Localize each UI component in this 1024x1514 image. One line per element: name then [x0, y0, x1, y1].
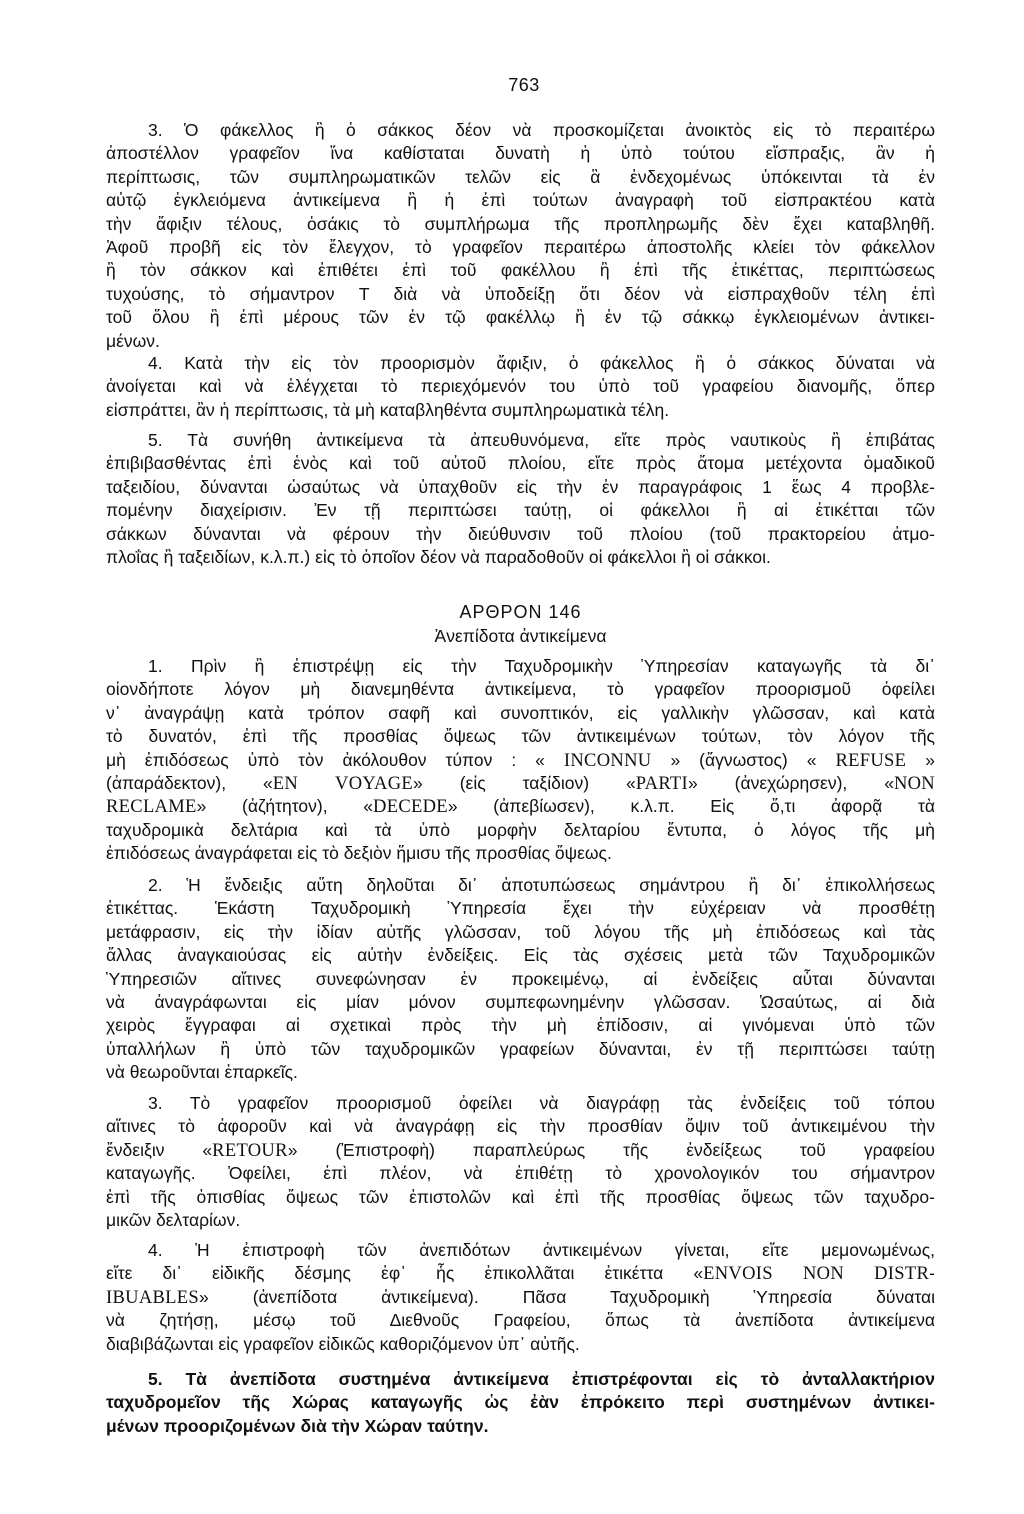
latin-term: RECLAME [106, 796, 197, 818]
text-line: μένων. [106, 330, 160, 351]
text-line: καταγωγῆς. Ὀφείλει, ἐπὶ πλέον, νὰ ἐπιθέτῃ τὸ χρονολογικόν του σήμαντρον [106, 1163, 935, 1184]
latin-term: EN [272, 773, 299, 795]
text-line: 1. Πρὶν ἢ ἐπιστρέψῃ εἰς τὴν Ταχυδρομικὴν Ὑπηρεσίαν καταγωγῆς τὰ δι᾽ [148, 656, 935, 676]
text-line: 3. Ὁ φάκελλος ἢ ὁ σάκκος δέον νὰ προσκομίζεται ἀνοικτὸς εἰς τὸ περαιτέρω [148, 120, 935, 140]
paragraph [106, 655, 935, 866]
text-line: 5. Τὰ συνήθη ἀντικείμενα τὰ ἀπευθυνόμενα, εἴτε πρὸς ναυτικοὺς ἢ ἐπιβάτας [148, 430, 935, 450]
text-line: Ὑπηρεσιῶν αἵτινες συνεφώνησαν ἐν προκειμένῳ, αἱ ἐνδείξεις αὗται δύνανται [106, 968, 935, 989]
paragraph [106, 119, 935, 353]
text-line: περίπτωσις, τῶν συμπληρωματικῶν τελῶν εἰς ἃ ἐνδεχομένως ὑπόκεινται τὰ ἐν [106, 166, 935, 187]
paragraph [106, 1239, 935, 1356]
text-line: ἐπὶ τῆς ὀπισθίας ὄψεως τῶν ἐπιστολῶν καὶ ἐπὶ τῆς προσθίας ὄψεως τῶν ταχυδρο- [106, 1186, 935, 1207]
paragraph [106, 1092, 935, 1232]
text-line: 5. Τὰ ἀνεπίδοτα συστημένα ἀντικείμενα ἐπιστρέφονται εἰς τὸ ἀνταλλακτήριον [148, 1369, 935, 1389]
text-line: χειρὸς ἔγγραφαι αἱ σχετικαὶ πρὸς τὴν μὴ ἐπίδοσιν, αἱ γινόμεναι ὑπὸ τῶν [106, 1015, 935, 1036]
text-line: νὰ θεωροῦνται ἐπαρκεῖς. [106, 1062, 298, 1083]
latin-term: REFUSE [835, 749, 907, 771]
latin-term: VOYAGE [335, 773, 414, 795]
text-line: ἐπιβιβασθέντας ἐπὶ ἑνὸς καὶ τοῦ αὐτοῦ πλοίου, εἴτε πρὸς ἄτομα μετέχοντα ὁμαδικοῦ [106, 453, 935, 474]
text-line: ταχυδρομικὰ δελτάρια καὶ τὰ ὑπὸ μορφὴν δελταρίου ἔντυπα, ὁ λόγος τῆς μὴ [106, 819, 935, 840]
article-subheading: Ἀνεπίδοτα ἀντικείμενα [434, 626, 607, 646]
text-line: τοῦ ὅλου ἢ ἐπὶ μέρους τῶν ἐν τῷ φακέλλῳ ἢ ἐν τῷ σάκκῳ ἐγκλειομένων ἀντικει- [106, 307, 935, 328]
latin-term: DECEDE [373, 796, 448, 818]
text-line: μὴ ἐπιδόσεως ὑπὸ τὸν ἀκόλουθον τύπον : « INCONNU » (ἄγνωστος) « REFUSE » [106, 749, 935, 771]
text-line: νὰ ζητήσῃ, μέσῳ τοῦ Διεθνοῦς Γραφείου, ὅπως τὰ ἀνεπίδοτα ἀντικείμενα [106, 1310, 935, 1331]
text-line: εἴτε δι᾽ εἰδικῆς δέσμης ἐφ᾽ ἧς ἐπικολλᾶται ἐτικέττα «ENVOIS NON DISTR- [106, 1263, 935, 1285]
text-line: ὑπαλλήλων ἢ ὑπὸ τῶν ταχυδρομικῶν γραφείων δύνανται, ἐν τῇ περιπτώσει ταύτῃ [106, 1038, 935, 1059]
text-line: πομένην διαχείρισιν. Ἐν τῇ περιπτώσει ταύτῃ, οἱ φάκελλοι ἢ αἱ ἐτικέτται τῶν [106, 500, 935, 521]
text-line: ἢ τὸν σάκκον καὶ ἐπιθέτει ἐπὶ τοῦ φακέλλου ἢ ἐπὶ τῆς ἐτικέττας, περιπτώσεως [106, 260, 935, 281]
text-line: τὴν ἄφιξιν τέλους, ὁσάκις τὸ συμπλήρωμα τῆς προπληρωμῆς δὲν ἔχει καταβληθῆ. [106, 213, 935, 234]
text-line: 3. Τὸ γραφεῖον προορισμοῦ ὀφείλει νὰ διαγράφῃ τὰς ἐνδείξεις τοῦ τόπου [148, 1093, 935, 1113]
page-number: 763 [508, 75, 540, 95]
latin-term: DISTR [874, 1263, 930, 1285]
text-line: τὸ δυνατόν, ἐπὶ τῆς προσθίας ὄψεως τῶν ἀντικειμένων τούτων, τὸν λόγον τῆς [106, 726, 935, 747]
text-line: τυχούσης, τὸ σήμαντρον T διὰ νὰ ὑποδείξῃ ὅτι δέον νὰ εἰσπραχθοῦν τέλη ἐπὶ [106, 283, 935, 304]
text-line: ταχυδρομεῖον τῆς Χώρας καταγωγῆς ὡς ἐὰν ἐπρόκειτο περὶ συστημένων ἀντικει- [106, 1392, 935, 1413]
text-line: εἰσπράττει, ἂν ἡ περίπτωσις, τὰ μὴ καταβληθέντα συμπληρωματικὰ τέλη. [106, 399, 670, 420]
paragraph [106, 352, 935, 422]
text-line: 4. Ἡ ἐπιστροφὴ τῶν ἀνεπιδότων ἀντικειμένων γίνεται, εἴτε μεμονωμένως, [148, 1240, 935, 1260]
text-line: μετάφρασιν, εἰς τὴν ἰδίαν αὐτῆς γλῶσσαν, τοῦ λόγου τῆς μὴ ἐπιδόσεως καὶ τὰς [106, 921, 935, 942]
text-line: RECLAME» (ἀζήτητον), «DECEDE» (ἀπεβίωσεν), κ.λ.π. Εἰς ὅ,τι ἀφορᾷ τὰ [106, 796, 936, 818]
text-line: ταξειδίου, δύνανται ὡσαύτως νὰ ὑπαχθοῦν εἰς τὴν ἐν παραγράφοις 1 ἕως 4 προβλε- [106, 476, 935, 497]
text-line: αὐτῷ ἐγκλειόμενα ἀντικείμενα ἢ ἡ ἐπὶ τούτων ἀναγραφὴ τοῦ εἰσπρακτέου κατὰ [106, 190, 935, 211]
text-line: IBUABLES» (ἀνεπίδοτα ἀντικείμενα). Πᾶσα Ταχυδρομικὴ Ὑπηρεσία δύναται [106, 1286, 935, 1308]
paragraph [106, 429, 935, 569]
paragraph [106, 1368, 935, 1438]
text-line: ἀνοίγεται καὶ νὰ ἐλέγχεται τὸ περιεχόμενόν του ὑπὸ τοῦ γραφείου διανομῆς, ὅπερ [106, 376, 935, 397]
text-line: ἄλλας ἀναγκαιούσας εἰς αὐτὴν ἐνδείξεις. Εἰς τὰς σχέσεις μετὰ τῶν Ταχυδρομικῶν [106, 945, 935, 966]
latin-term: RETOUR [212, 1139, 288, 1161]
latin-term: ENVOIS [703, 1263, 773, 1285]
latin-term: IBUABLES [106, 1286, 200, 1308]
text-line: οἱονδήποτε λόγον μὴ διανεμηθέντα ἀντικείμενα, τὸ γραφεῖον προορισμοῦ ὀφείλει [106, 679, 935, 700]
text-line: μένων προοριζομένων διὰ τὴν Χώραν ταύτην. [106, 1415, 489, 1436]
text-line: διαβιβάζωνται εἰς γραφεῖον εἰδικῶς καθοριζόμενον ὑπ᾽ αὐτῆς. [106, 1333, 580, 1354]
latin-term: PARTI [635, 773, 688, 795]
latin-term: NON [893, 773, 935, 795]
text-line: 2. Ἡ ἔνδειξις αὕτη δηλοῦται δι᾽ ἀποτυπώσεως σημάντρου ἢ δι᾽ ἐπικολλήσεως [148, 875, 935, 895]
text-line: ἐτικέττας. Ἑκάστη Ταχυδρομικὴ Ὑπηρεσία ἔχει τὴν εὐχέρειαν νὰ προσθέτῃ [106, 898, 935, 919]
text-line: ν᾽ ἀναγράψῃ κατὰ τρόπον σαφῆ καὶ συνοπτικόν, εἰς γαλλικὴν γλῶσσαν, καὶ κατὰ [106, 702, 935, 723]
text-line: αἵτινες τὸ ἀφοροῦν καὶ νὰ ἀναγράφῃ εἰς τὴν προσθίαν ὄψιν τοῦ ἀντικειμένου τὴν [106, 1116, 935, 1137]
paragraph [106, 874, 935, 1085]
text-line: νὰ ἀναγράφωνται εἰς μίαν μόνον συμπεφωνημένην γλῶσσαν. Ὡσαύτως, αἱ διὰ [106, 992, 935, 1013]
text-line: πλοΐας ἢ ταξειδίων, κ.λ.π.) εἰς τὸ ὁποῖον δέον νὰ παραδοθοῦν οἱ φάκελλοι ἢ οἱ σάκκοι. [106, 547, 771, 568]
text-line: ἐπιδόσεως ἀναγράφεται εἰς τὸ δεξιὸν ἥμισυ τῆς προσθίας ὄψεως. [106, 843, 612, 864]
latin-term: INCONNU [563, 749, 652, 771]
text-line: ἔνδειξιν «RETOUR» (Ἐπιστροφὴ) παραπλεύρως τῆς ἐνδείξεως τοῦ γραφείου [106, 1139, 935, 1161]
text-line: Ἀφοῦ προβῆ εἰς τὸν ἔλεγχον, τὸ γραφεῖον περαιτέρω ἀποστολῆς κλείει τὸν φάκελλον [106, 237, 935, 258]
article-heading: ΑΡΘΡΟΝ 146 [459, 602, 582, 622]
text-line: σάκκων δύνανται νὰ φέρουν τὴν διεύθυνσιν τοῦ πλοίου (τοῦ πρακτορείου ἀτμο- [106, 523, 935, 544]
text-line: (ἀπαράδεκτον), «EN VOYAGE» (εἰς ταξίδιον) «PARTI» (ἀνεχώρησεν), «NON [106, 773, 935, 795]
text-line: ἀποστέλλον γραφεῖον ἵνα καθίσταται δυνατὴ ἡ ὑπὸ τούτου εἴσπραξις, ἂν ἡ [106, 143, 935, 164]
latin-term: NON [802, 1263, 845, 1285]
text-line: 4. Κατὰ τὴν εἰς τὸν προορισμὸν ἄφιξιν, ὁ φάκελλος ἢ ὁ σάκκος δύναται νὰ [148, 353, 935, 373]
text-line: μικῶν δελταρίων. [106, 1210, 241, 1231]
